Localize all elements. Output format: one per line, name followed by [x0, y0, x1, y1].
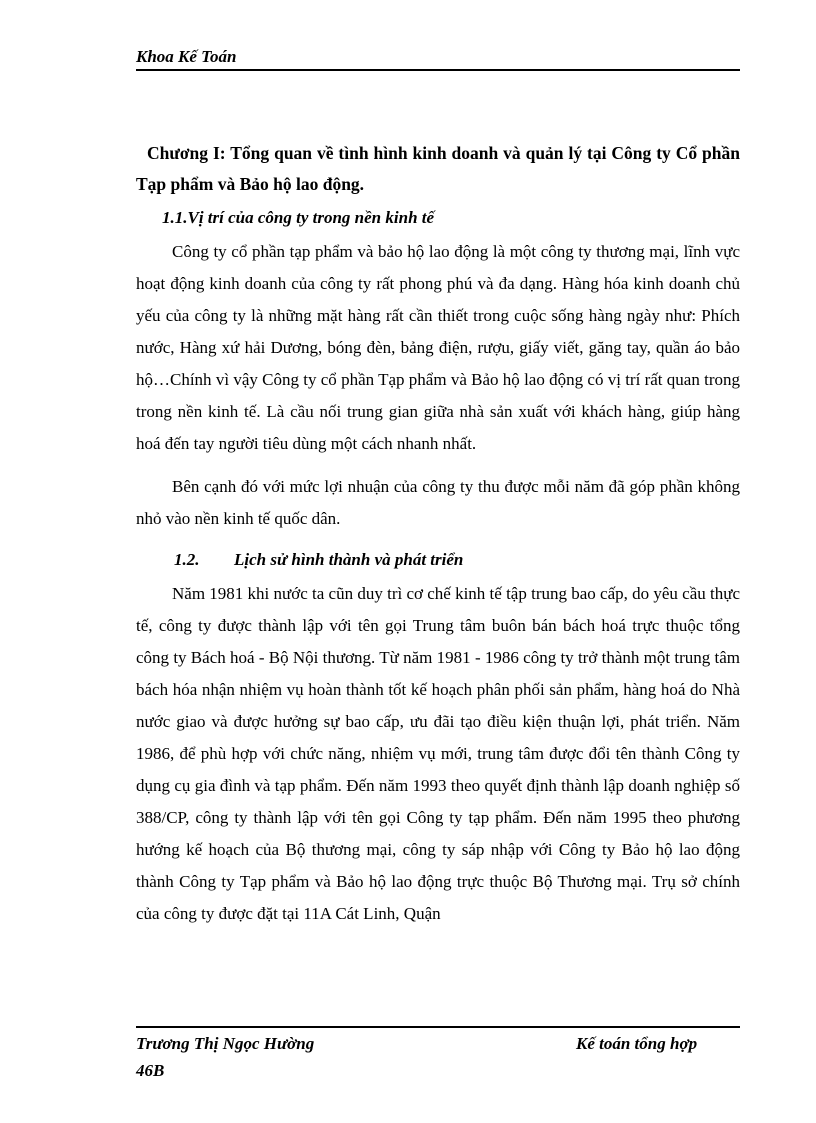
paragraph: Bên cạnh đó với mức lợi nhuận của công ty thu được mỗi năm đã góp phần không nhỏ vào nền kinh tế quốc dân. — [136, 477, 740, 528]
paragraph: Năm 1981 khi nước ta cũn duy trì cơ chế kinh tế tập trung bao cấp, do yêu cầu thực tế, công ty được thành lập với tên gọi Trung tâm buôn bán bách hoá trực thuộc tổng công ty Bách hoá - Bộ Nội thương. Từ năm 1981 - 1986 công ty trở thành một trung tâm bách hóa nhận nhiệm vụ hoàn thành tốt kế hoạch phân phối sản phẩm, hàng hoá do Nhà nước giao và được hưởng sự bao cấp, ưu đãi tạo điều kiện thuận lợi, phát triển. Năm 1986, để phù hợp với chức năng, nhiệm vụ mới, trung tâm được đổi tên thành Công ty dụng cụ gia đình và tạp phẩm. Đến năm 1993 theo quyết định thành lập doanh nghiệp số 388/CP, công ty thành lập với tên gọi Công ty tạp phẩm. Đến năm 1995 theo phương hướng kế hoạch của Bộ thương mại, công ty sáp nhập với Công ty Bảo hộ lao động thành Công ty Tạp phẩm và Bảo hộ lao động trực thuộc Bộ Thương mại. Trụ sở chính của công ty được đặt tại 11A Cát Linh, Quận — [136, 584, 740, 923]
footer-class: 46B — [136, 1061, 165, 1080]
header-department: Khoa Kế Toán — [136, 47, 237, 66]
section-heading-1-2 — [136, 546, 740, 574]
section-number: 1.2. — [174, 550, 200, 569]
section-heading-1-1: 1.1.Vị trí của công ty trong nền kinh tế — [162, 208, 435, 227]
page-footer — [136, 1026, 740, 1080]
footer-department: Kế toán tổng hợp — [576, 1034, 698, 1053]
document-body — [136, 138, 740, 941]
chapter-title: Chương I: Tổng quan về tình hình kinh doanh và quản lý tại Công ty Cổ phần Tạp phẩm và Bảo hộ lao động. — [136, 143, 740, 194]
footer-author: Trương Thị Ngọc Hường — [136, 1034, 315, 1053]
paragraph: Công ty cổ phần tạp phẩm và bảo hộ lao động là một công ty thương mại, lĩnh vực hoạt động kinh doanh của công ty rất phong phú và đa dạng. Hàng hóa kinh doanh chủ yếu của công ty là những mặt hàng rất cần thiết trong cuộc sống hàng ngày như: Phích nước, Hàng xứ hải Dương, bóng đèn, bảng điện, rượu, giấy viết, găng tay, quần áo bảo hộ…Chính vì vậy Công ty cổ phần Tạp phẩm và Bảo hộ lao động có vị trí rất quan trong trong nền kinh tế. Là cầu nối trung gian giữa nhà sản xuất với khách hàng, giúp hàng hoá đến tay người tiêu dùng một cách nhanh nhất. — [136, 242, 740, 453]
page-header — [136, 47, 740, 71]
section-title: Lịch sử hình thành và phát triển — [234, 550, 464, 569]
